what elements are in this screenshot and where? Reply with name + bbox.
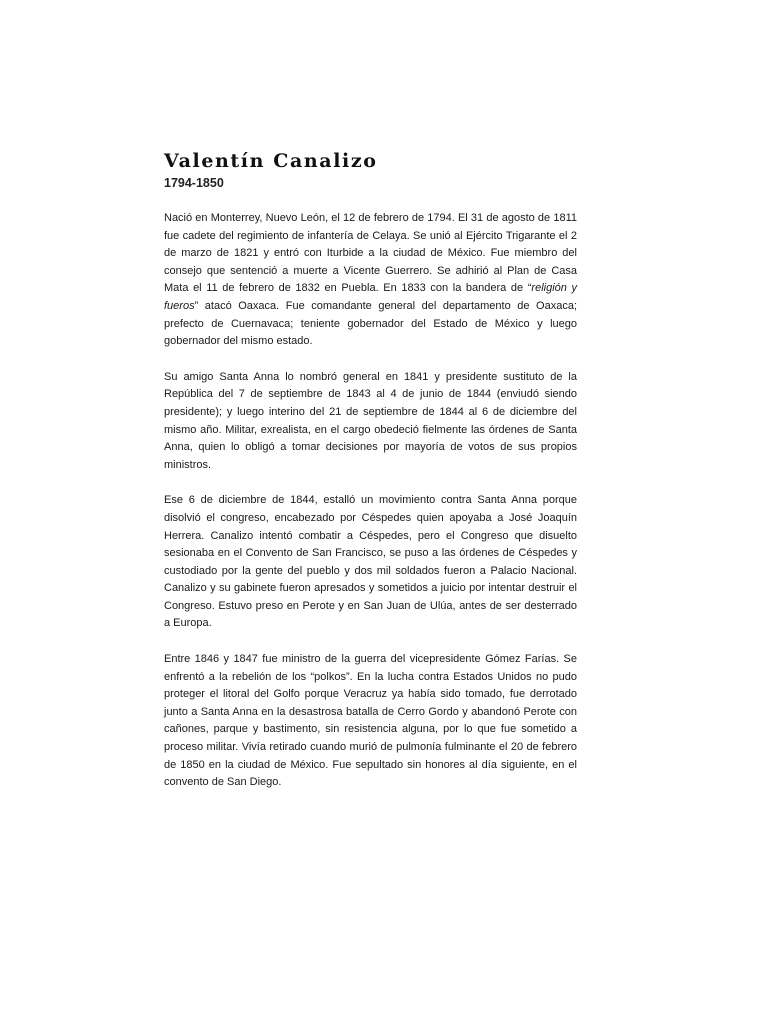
paragraph bbox=[164, 210, 577, 351]
paragraph bbox=[164, 651, 577, 792]
document-subtitle: 1794-1850 bbox=[164, 176, 224, 190]
paragraph bbox=[164, 492, 577, 633]
text-segment: ” atacó Oaxaca. Fue comandante general del departamento de Oaxaca; prefecto de Cuernavaca; teniente gobernador del Estado de México y luego gobernador del mismo estado. bbox=[164, 299, 577, 348]
document-body bbox=[164, 210, 577, 792]
text-segment: Entre 1846 y 1847 fue ministro de la guerra del vicepresidente Gómez Farías. Se enfrentó a la rebelión de los “polkos”. En la lucha contra Estados Unidos no pudo proteger el litoral del Golfo porque Veracruz ya había sido tomado, fue derrotado junto a Santa Anna en la desastrosa batalla de Cerro Gordo y abandonó Perote con cañones, parque y bastimento, sin resistencia alguna, por lo que fue sometido a proceso militar. Vivía retirado cuando murió de pulmonía fulminante el 20 de febrero de 1850 en la ciudad de México. Fue sepultado sin honores al día siguiente, en el convento de San Diego. bbox=[164, 653, 577, 789]
text-segment-italic: religión y fueros bbox=[164, 282, 577, 312]
paragraph bbox=[164, 369, 577, 475]
document-title: Valentín Canalizo bbox=[164, 150, 378, 172]
text-segment: Ese 6 de diciembre de 1844, estalló un movimiento contra Santa Anna porque disolvió el congreso, encabezado por Céspedes quien apoyaba a José Joaquín Herrera. Canalizo intentó combatir a Céspedes, pero el Congreso que disuelto sesionaba en el Convento de San Francisco, se puso a las órdenes de Céspedes y custodiado por la gente del pueblo y dos mil soldados fueron a Palacio Nacional. Canalizo y su gabinete fueron apresados y sometidos a juicio por intentar destruir el Congreso. Estuvo preso en Perote y en San Juan de Ulúa, antes de ser desterrado a Europa. bbox=[164, 494, 577, 630]
text-segment: Su amigo Santa Anna lo nombró general en 1841 y presidente sustituto de la República del 7 de septiembre de 1843 al 4 de junio de 1844 (enviudó siendo presidente); y luego interino del 21 de septiembre de 1844 al 6 de diciembre del mismo año. Militar, exrealista, en el cargo obedeció fielmente las órdenes de Santa Anna, quien lo obligó a tomar decisiones por mayoría de votos de sus propios ministros. bbox=[164, 370, 577, 471]
text-segment: Nació en Monterrey, Nuevo León, el 12 de febrero de 1794. El 31 de agosto de 1811 fue cadete del regimiento de infantería de Celaya. Se unió al Ejército Trigarante el 2 de marzo de 1821 y entró con Iturbide a la ciudad de México. Fue miembro del consejo que sentenció a muerte a Vicente Guerrero. Se adhirió al Plan de Casa Mata el 11 de febrero de 1832 en Puebla. En 1833 con la bandera de “ bbox=[164, 212, 577, 295]
document-page bbox=[164, 148, 577, 810]
